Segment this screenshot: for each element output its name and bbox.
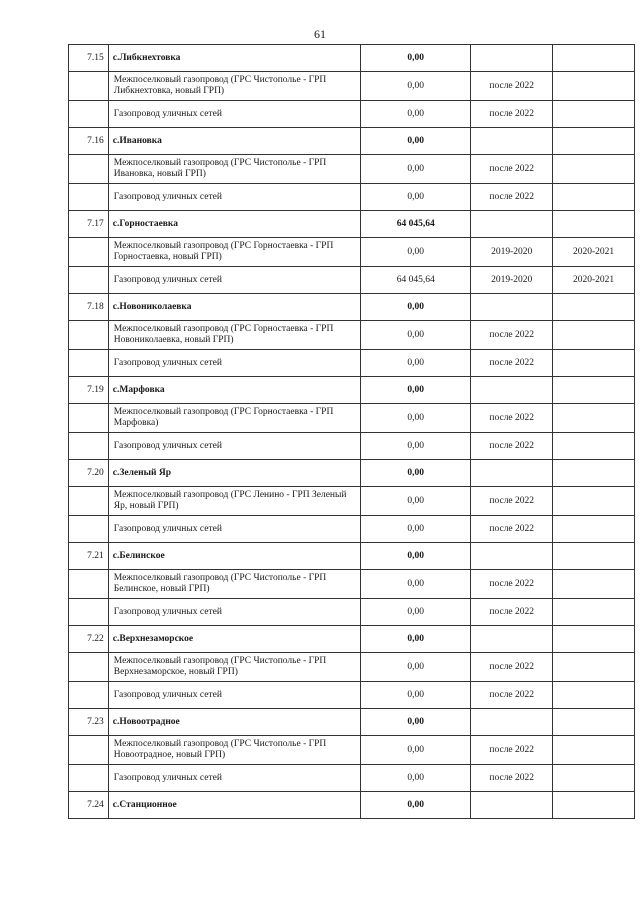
item-number (69, 267, 109, 294)
table-row (69, 765, 635, 792)
work-description: Межпоселковый газопровод (ГРС Чистополье - ГРП Либкнехтовка, новый ГРП) (108, 72, 360, 101)
item-number (69, 653, 109, 682)
period-1: после 2022 (471, 155, 553, 184)
item-number (69, 682, 109, 709)
period-1: после 2022 (471, 350, 553, 377)
item-number (69, 570, 109, 599)
item-number (69, 321, 109, 350)
settlement-name: с.Станционное (108, 792, 360, 819)
period-2 (553, 765, 635, 792)
work-description: Межпоселковый газопровод (ГРС Горностаевка - ГРП Новониколаевка, новый ГРП) (108, 321, 360, 350)
item-number (69, 72, 109, 101)
period-1 (471, 377, 553, 404)
work-description: Межпоселковый газопровод (ГРС Чистополье - ГРП Ивановка, новый ГРП) (108, 155, 360, 184)
item-number: 7.15 (69, 45, 109, 72)
cost-value: 0,00 (361, 736, 471, 765)
cost-value: 0,00 (361, 570, 471, 599)
period-1 (471, 792, 553, 819)
period-1 (471, 626, 553, 653)
cost-value: 0,00 (361, 682, 471, 709)
table-row (69, 736, 635, 765)
cost-value: 0,00 (361, 238, 471, 267)
period-1: после 2022 (471, 487, 553, 516)
item-number (69, 238, 109, 267)
cost-value: 0,00 (361, 792, 471, 819)
work-description: Газопровод уличных сетей (108, 682, 360, 709)
period-1 (471, 709, 553, 736)
item-number (69, 101, 109, 128)
section-row (69, 626, 635, 653)
cost-value: 0,00 (361, 516, 471, 543)
period-1: после 2022 (471, 599, 553, 626)
item-number: 7.21 (69, 543, 109, 570)
period-1: после 2022 (471, 570, 553, 599)
period-1: после 2022 (471, 682, 553, 709)
period-2 (553, 543, 635, 570)
period-2 (553, 736, 635, 765)
cost-value: 64 045,64 (361, 211, 471, 238)
work-description: Межпоселковый газопровод (ГРС Чистополье - ГРП Новоотрадное, новый ГРП) (108, 736, 360, 765)
period-2 (553, 599, 635, 626)
period-2 (553, 72, 635, 101)
period-1 (471, 543, 553, 570)
cost-value: 0,00 (361, 128, 471, 155)
cost-value: 0,00 (361, 543, 471, 570)
period-2 (553, 184, 635, 211)
cost-value: 0,00 (361, 72, 471, 101)
work-description: Газопровод уличных сетей (108, 516, 360, 543)
settlement-name: с.Верхнезаморское (108, 626, 360, 653)
table-row (69, 184, 635, 211)
item-number: 7.22 (69, 626, 109, 653)
period-2 (553, 101, 635, 128)
cost-value: 0,00 (361, 460, 471, 487)
table-row (69, 404, 635, 433)
work-description: Межпоселковый газопровод (ГРС Горностаевка - ГРП Марфовка) (108, 404, 360, 433)
table-row (69, 487, 635, 516)
item-number (69, 433, 109, 460)
work-description: Газопровод уличных сетей (108, 350, 360, 377)
item-number: 7.16 (69, 128, 109, 155)
cost-value: 0,00 (361, 155, 471, 184)
table-body (69, 45, 635, 819)
item-number: 7.23 (69, 709, 109, 736)
period-1: 2019-2020 (471, 267, 553, 294)
period-2 (553, 404, 635, 433)
section-row (69, 294, 635, 321)
period-1: после 2022 (471, 736, 553, 765)
cost-value: 0,00 (361, 101, 471, 128)
period-1: 2019-2020 (471, 238, 553, 267)
period-1: после 2022 (471, 321, 553, 350)
section-row (69, 45, 635, 72)
period-1 (471, 460, 553, 487)
gas-pipeline-table (68, 44, 635, 819)
table-row (69, 101, 635, 128)
cost-value: 0,00 (361, 626, 471, 653)
period-1: после 2022 (471, 404, 553, 433)
table-row (69, 321, 635, 350)
cost-value: 0,00 (361, 321, 471, 350)
work-description: Межпоселковый газопровод (ГРС Ленино - ГРП Зеленый Яр, новый ГРП) (108, 487, 360, 516)
cost-value: 0,00 (361, 45, 471, 72)
table-row (69, 72, 635, 101)
period-2 (553, 211, 635, 238)
period-2 (553, 321, 635, 350)
period-1 (471, 211, 553, 238)
work-description: Межпоселковый газопровод (ГРС Горностаевка - ГРП Горностаевка, новый ГРП) (108, 238, 360, 267)
section-row (69, 709, 635, 736)
settlement-name: с.Марфовка (108, 377, 360, 404)
settlement-name: с.Ивановка (108, 128, 360, 155)
cost-value: 0,00 (361, 487, 471, 516)
table-row (69, 350, 635, 377)
cost-value: 0,00 (361, 599, 471, 626)
cost-value: 0,00 (361, 765, 471, 792)
item-number (69, 599, 109, 626)
period-2 (553, 45, 635, 72)
period-1: после 2022 (471, 184, 553, 211)
work-description: Межпоселковый газопровод (ГРС Чистополье - ГРП Белинское, новый ГРП) (108, 570, 360, 599)
period-1: после 2022 (471, 653, 553, 682)
item-number (69, 184, 109, 211)
period-2 (553, 294, 635, 321)
settlement-name: с.Белинское (108, 543, 360, 570)
cost-value: 0,00 (361, 404, 471, 433)
section-row (69, 128, 635, 155)
table-row (69, 516, 635, 543)
period-2 (553, 128, 635, 155)
item-number (69, 516, 109, 543)
table-row (69, 682, 635, 709)
period-1: после 2022 (471, 72, 553, 101)
table-row (69, 238, 635, 267)
period-2 (553, 653, 635, 682)
period-2 (553, 792, 635, 819)
cost-value: 0,00 (361, 653, 471, 682)
page-number: 61 (314, 27, 326, 41)
period-2: 2020-2021 (553, 267, 635, 294)
item-number: 7.17 (69, 211, 109, 238)
work-description: Газопровод уличных сетей (108, 433, 360, 460)
item-number: 7.20 (69, 460, 109, 487)
cost-value: 0,00 (361, 377, 471, 404)
item-number: 7.19 (69, 377, 109, 404)
section-row (69, 543, 635, 570)
period-1: после 2022 (471, 765, 553, 792)
table-row (69, 267, 635, 294)
cost-value: 0,00 (361, 184, 471, 211)
period-2 (553, 570, 635, 599)
period-2: 2020-2021 (553, 238, 635, 267)
work-description: Газопровод уличных сетей (108, 765, 360, 792)
period-2 (553, 516, 635, 543)
period-2 (553, 155, 635, 184)
cost-value: 0,00 (361, 433, 471, 460)
work-description: Газопровод уличных сетей (108, 184, 360, 211)
item-number (69, 736, 109, 765)
settlement-name: с.Новониколаевка (108, 294, 360, 321)
cost-value: 0,00 (361, 294, 471, 321)
table-row (69, 599, 635, 626)
period-2 (553, 433, 635, 460)
cost-value: 0,00 (361, 709, 471, 736)
item-number: 7.18 (69, 294, 109, 321)
section-row (69, 792, 635, 819)
period-2 (553, 460, 635, 487)
period-1: после 2022 (471, 516, 553, 543)
table-row (69, 570, 635, 599)
period-2 (553, 487, 635, 516)
table-row (69, 155, 635, 184)
section-row (69, 211, 635, 238)
period-2 (553, 350, 635, 377)
item-number (69, 765, 109, 792)
period-2 (553, 377, 635, 404)
section-row (69, 377, 635, 404)
period-2 (553, 709, 635, 736)
cost-value: 0,00 (361, 350, 471, 377)
period-1 (471, 45, 553, 72)
work-description: Межпоселковый газопровод (ГРС Чистополье - ГРП Верхнезаморское, новый ГРП) (108, 653, 360, 682)
period-2 (553, 626, 635, 653)
settlement-name: с.Новоотрадное (108, 709, 360, 736)
item-number (69, 350, 109, 377)
period-1: после 2022 (471, 101, 553, 128)
work-description: Газопровод уличных сетей (108, 267, 360, 294)
settlement-name: с.Горностаевка (108, 211, 360, 238)
period-1 (471, 128, 553, 155)
work-description: Газопровод уличных сетей (108, 599, 360, 626)
work-description: Газопровод уличных сетей (108, 101, 360, 128)
period-1 (471, 294, 553, 321)
section-row (69, 460, 635, 487)
item-number (69, 155, 109, 184)
period-2 (553, 682, 635, 709)
table-row (69, 433, 635, 460)
table-row (69, 653, 635, 682)
settlement-name: с.Либкнехтовка (108, 45, 360, 72)
cost-value: 64 045,64 (361, 267, 471, 294)
item-number: 7.24 (69, 792, 109, 819)
item-number (69, 404, 109, 433)
item-number (69, 487, 109, 516)
period-1: после 2022 (471, 433, 553, 460)
settlement-name: с.Зеленый Яр (108, 460, 360, 487)
